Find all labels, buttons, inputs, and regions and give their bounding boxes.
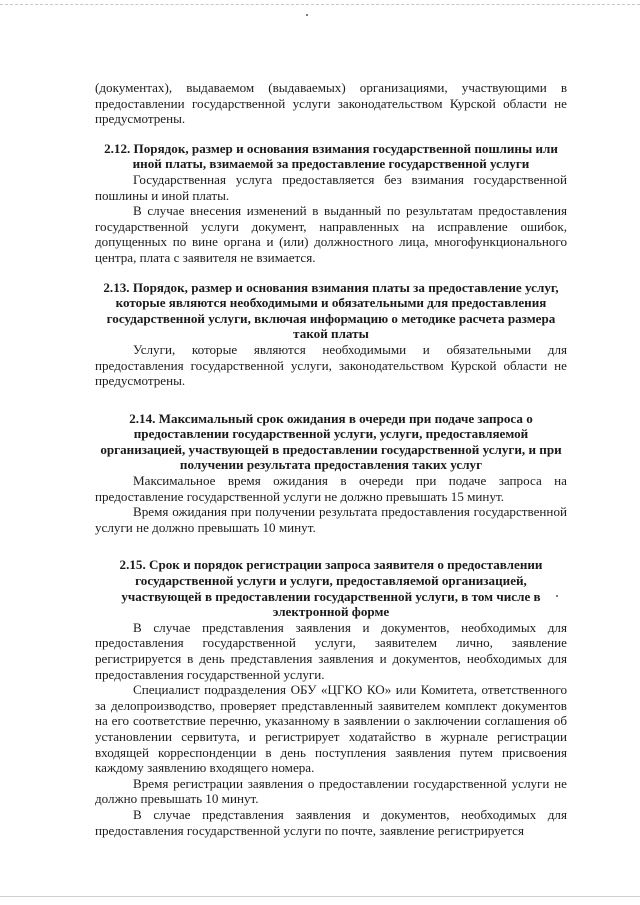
section-paragraph: Государственная услуга предоставляется без взимания государственной пошлины и иной платы. — [95, 171, 567, 203]
section-paragraph: В случае представления заявления и документов, необходимых для предоставления государственной услуги, заявителем лично, заявление регистрируется в день представления заявления и документов, необходимых для предоставления государственной услуги. — [95, 619, 567, 682]
section-heading-2-12: 2.12. Порядок, размер и основания взимания государственной пошлины или иной платы, взимаемой за предоставление государственной услуги — [104, 140, 558, 172]
section-paragraph: Максимальное время ожидания в очереди при подаче запроса на предоставление государственной услуги не должно превышать 15 минут. — [95, 473, 567, 504]
section-paragraph: Время регистрации заявления о предоставлении государственной услуги не должно превышать 10 минут. — [95, 775, 567, 807]
intro-paragraph: (документах), выдаваемом (выдаваемых) организациями, участвующими в предоставлении государственной услуги законодательством Курской области не предусмотрены. — [95, 80, 567, 127]
section-paragraph: В случае представления заявления и документов, необходимых для предоставления государственной услуги по почте, заявление регистрируется — [95, 806, 567, 838]
section-heading-2-15: 2.15. Срок и порядок регистрации запроса заявителя о предоставлении государственной услуги и услуги, предоставляемой организацией, участвующей в предоставлении государственной услуги, в том числе в электронной форме — [119, 557, 543, 620]
section-paragraph: Время ожидания при получении результата предоставления государственной услуги не должно превышать 10 минут. — [95, 504, 567, 535]
section-heading-2-13: 2.13. Порядок, размер и основания взимания платы за предоставление услуг, которые являются необходимыми и обязательными для предоставления государственной услуги, включая информацию о методике расчета размера такой платы — [103, 279, 559, 342]
section-paragraph: В случае внесения изменений в выданный по результатам предоставления государственной услуги документ, направленных на исправление ошибок, допущенных по вине органа и (или) должностного лица, многофункционального центра, плата с заявителя не взимается. — [95, 203, 567, 265]
document-body — [95, 80, 567, 838]
scan-speck — [306, 14, 308, 16]
section-heading-2-14: 2.14. Максимальный срок ожидания в очереди при подаче запроса о предоставлении государственной услуги, услуги, предоставляемой организацией, участвующей в предоставлении государственной услуги, и при получении результата предоставления таких услуг — [100, 410, 562, 473]
scan-bottom-edge — [0, 896, 640, 897]
scan-top-edge — [0, 4, 640, 5]
section-paragraph: Услуги, которые являются необходимыми и обязательными для предоставления государственной услуги, законодательством Курской области не предусмотрены. — [95, 341, 567, 389]
section-paragraph: Специалист подразделения ОБУ «ЦГКО КО» или Комитета, ответственного за делопроизводство, проверяет представленный заявителем комплект документов на его соответствие перечню, указанному в заявлении о заключении соглашения об установлении сервитута, и регистрирует ходатайство в журнале регистрации входящей корреспонденции в день поступления заявления путем присвоения каждому заявлению входящего номера. — [95, 682, 567, 776]
